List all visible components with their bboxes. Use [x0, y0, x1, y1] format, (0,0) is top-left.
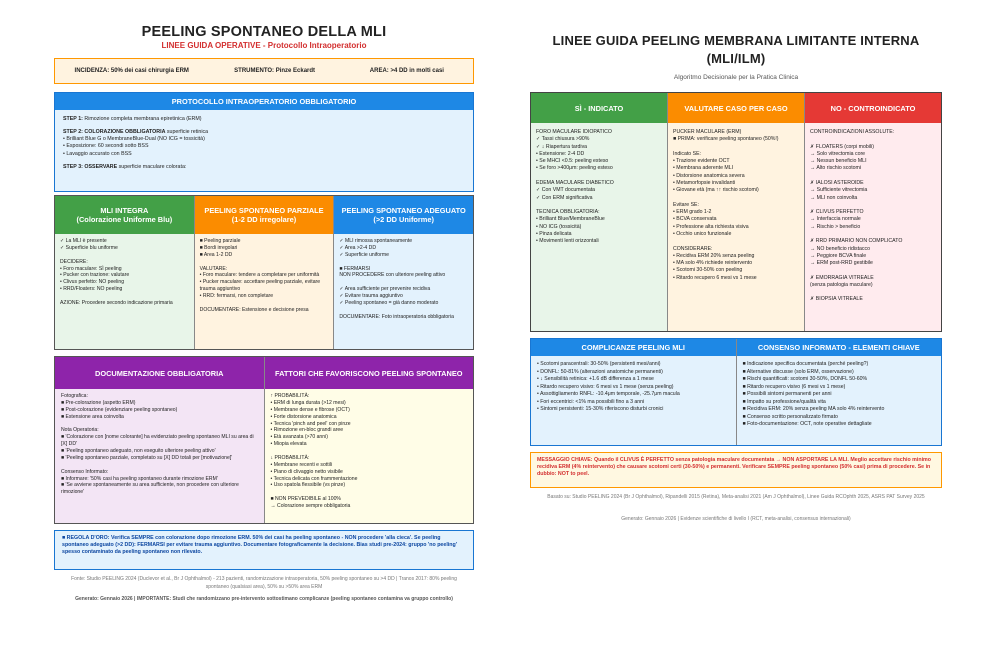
col-valutare-body: PUCKER MACULARE (ERM) ■ PRIMA: verificare peeling spontaneo (50%!) Indicato SE: • Trazione evidente OCT • Membrana aderente MLI • Distorsione anatomica severa • Metamorfopsie invalidanti • Giovane età (ma ↑↑ rischio scotomi) Evitare SE: • ERM grado 1-2 • BCVA conservata • Professione alta richiesta visiva • Occhio unico funzionale CONSIDERARE: • Recidiva ERM 20% senza peeling • MA solo 4% richiede reintervento • Scotomi 30-50% con peeling • Ritardo recupero 6 mesi vs 1 mese	[673, 129, 779, 281]
right-footer-generated: Generato: Gennaio 2026 | Evidenze scientifiche di livello I (RCT, meta-analisi, consensus internazionali)	[621, 516, 851, 522]
stats-bar	[54, 58, 474, 84]
consent-header: CONSENSO INFORMATO - ELEMENTI CHIAVE	[737, 339, 942, 356]
decision-columns	[54, 195, 474, 350]
col-valutare	[668, 93, 805, 331]
col-indicato-header: SÌ - INDICATO	[531, 93, 667, 123]
stat-strumento: STRUMENTO: Pinze Eckardt	[234, 67, 316, 74]
col-indicato	[531, 93, 668, 331]
complic-header: COMPLICANZE PEELING MLI	[531, 339, 736, 356]
left-title: PEELING SPONTANEO DELLA MLI	[141, 24, 387, 40]
consent-body: ■ Indicazione specifica documentata (perché peeling?) ■ Alternative discusse (solo ERM, osservazione) ■ Rischi quantificati: scotomi 30-50%, DONFL 50-60% ■ Ritardo recupero visivo (6 mesi vs 1 mese) ■ Possibili sintomi permanenti per anni ■ Impatto su professione/qualità vita ■ Recidiva ERM: 20% senza peeling MA solo 4% reintervento ■ Consenso scritto personalizzato firmato ■ Foto-documentazione: OCT, note operative dettagliate	[742, 361, 885, 428]
col-indicato-body: FORO MACULARE IDIOPATICO ✓ Tassi chiusura >90% ✓ ↓ Riapertura tardiva • Estensione: 2-4 DD • Se MHCI <0.5: peeling esteso • Se foro >400μm: peeling esteso EDEMA MACULARE DIABETICO ✓ Con VMT documentata ✓ Con ERM significativa TECNICA OBBLIGATORIA: • Brilliant Blue/MembraneBlue • NO ICG (tossicità) • Pinza delicata • Movimenti lenti orizzontali	[536, 129, 614, 245]
left-footer-sources: Fonte: Studio PEELING 2024 (Duclevor et al., Br J Ophthalmol) - 213 pazienti, randomizzazione intraoperatoria, 50% peeling spontaneo su >4 DD | Tranos 2017: 80% peeling spontaneo (qualsiasi area), 50% su >50% area ERM	[71, 576, 457, 590]
factors-header: FATTORI CHE FAVORISCONO PEELING SPONTANEO	[265, 357, 474, 389]
col-adeguato	[334, 196, 473, 349]
col-controindicato-header: NO - CONTROINDICATO	[805, 93, 941, 123]
left-subtitle: LINEE GUIDA OPERATIVE - Protocollo Intraoperatorio	[161, 41, 367, 50]
col-parziale-header: PEELING SPONTANEO PARZIALE (1-2 DD irregolare)	[195, 196, 334, 234]
step3: STEP 3: OSSERVARE superficie maculare colorata:	[63, 163, 187, 170]
step2-items: • Brilliant Blue G o MembraneBlue-Dual (NO ICG = tossicità) • Esposizione: 60 secondi sotto BSS • Lavaggio accurato con BSS	[63, 136, 205, 157]
complic-body: • Scotomi paracentrali: 30-50% (persistenti mesi/anni) • DONFL: 50-81% (alterazioni anatomiche permanenti) • ↓ Sensibilità retinica: +1.6 dB differenza a 1 mese • Ritardo recupero visivo: 6 mesi vs 1 mese (senza peeling) • Assottigliamento RNFL: -10.4μm temporale, -25.7μm macula • Fori eccentrici: <1% ma possibili fino a 3 anni • Sintomi persistenti: 15-30% riferiscono disturbi cronici	[537, 361, 680, 413]
right-footer-sources: Basato su: Studio PEELING 2024 (Br J Ophthalmol), Ripandelli 2015 (Retina), Meta-analisi 2021 (Am J Ophthalmol), Linee Guida RCOphth 2025, ASRS PAT Survey 2025	[547, 494, 925, 500]
step1: STEP 1: Rimozione completa membrana epiretinica (ERM)	[63, 116, 202, 122]
col-parziale-body: ■ Peeling parziale ■ Bordi irregolari ■ Area 1-2 DD VALUTARE: • Foro maculare: tendere a completare per uniformità • Pucker maculare: accettare peeling parziale, evitare trauma aggiuntivo • RRD: fermarsi, non completare DOCUMENTARE: Estensione e decisione presa	[199, 238, 321, 313]
doc-box	[55, 357, 265, 523]
decision-table	[530, 92, 942, 332]
col-controindicato-body: CONTROINDICAZIONI ASSOLUTE: ✗ FLOATERS (corpi mobili) → Solo vitrectomia core → Nessun beneficio MLI → Alto rischio scotomi ✗ IALOSI ASTEROIDE → Sufficiente vitrectomia → MLI non coinvolta ✗ CLIVUS PERFETTO → Interfaccia normale → Rischio > beneficio ✗ RRD PRIMARIO NON COMPLICATO → NO beneficio ridistacco → Peggiore BCVA finale → ERM post-RRD gestibile ✗ EMORRAGIA VITREALE (senza patologia maculare) ✗ BIOPSIA VITREALE	[810, 129, 903, 303]
consent-box	[737, 339, 942, 445]
stat-incidenza: INCIDENZA: 50% dei casi chirurgia ERM	[74, 67, 189, 74]
col-controindicato	[805, 93, 941, 331]
doc-body: Fotografica: ■ Pre-colorazione (aspetto ERM) ■ Post-colorazione (evidenziare peeling spontaneo) ■ Estensione area coinvolta Nota Operatoria: ■ 'Colorazione con [nome colorante] ha evidenziato peeling spontaneo MLI su area di [X] DD' ■ 'Peeling spontaneo adeguato, non eseguito ulteriore peeling attivo' ■ 'Peeling spontaneo parziale, completato su [X] DD totali per [motivazione]' Consenso Informato: ■ Informare: '50% casi ha peeling spontaneo durante rimozione ERM' ■ 'Se avviene spontaneamente su area sufficiente, non procedere con ulteriore rimozione'	[61, 393, 254, 496]
left-document	[44, 18, 484, 648]
protocol-header: PROTOCOLLO INTRAOPERATORIO OBBLIGATORIO	[55, 93, 473, 110]
right-subtitle: Algoritmo Decisionale per la Pratica Clinica	[673, 74, 799, 82]
complic-box	[531, 339, 737, 445]
col-mli-integra-header: MLI INTEGRA (Colorazione Uniforme Blu)	[55, 196, 194, 234]
col-mli-integra-body: ✓ La MLI è presente ✓ Superficie blu uniforme DECIDERE: • Foro maculare: SÌ peeling • Pucker con trazione: valutare • Clivus perfetto: NO peeling • RRD/Floaters: NO peeling AZIONE: Procedere secondo indicazione primaria	[60, 238, 173, 306]
col-mli-integra	[55, 196, 195, 349]
col-valutare-header: VALUTARE CASO PER CASO	[668, 93, 804, 123]
complic-consent	[530, 338, 942, 446]
factors-body: ↑ PROBABILITÀ: • ERM di lunga durata (>12 mesi) • Membrane dense e fibrose (OCT) • Forte distorsione anatomica • Tecnica 'pinch and peel' con pinze • Rimozione en-bloc grandi aree • Età avanzata (>70 anni) • Miopia elevata ↓ PROBABILITÀ: • Membrane recenti e sottili • Piano di clivaggio netto visibile • Tecnica delicata con frammentazione • Uso spatola flessibile (vs pinze) ■ NON PREVEDIBILE al 100% → Colorazione sempre obbligatoria	[270, 393, 358, 509]
key-message: MESSAGGIO CHIAVE: Quando il CLIVUS È PERFETTO senza patologia maculare documentata → NON ASPORTARE LA MLI. Meglio accettare rischio minimo recidiva ERM (4% reintervento) che causare scotomi certi (30-50%) e permanenti. Verificare SEMPRE peeling spontaneo (50% casi) prima di procedere. Se in dubbio: NOT to peel.	[530, 452, 942, 488]
col-parziale	[195, 196, 335, 349]
doc-header: DOCUMENTAZIONE OBBLIGATORIA	[55, 357, 264, 389]
step2: STEP 2: COLORAZIONE OBBLIGATORIA superficie retinica	[63, 129, 209, 136]
golden-rule: ■ REGOLA D'ORO: Verifica SEMPRE con colorazione dopo rimozione ERM. 50% dei casi ha peeling spontaneo - NON procedere 'alla cieca'. Se peeling spontaneo adeguato (>2 DD): FERMARSI per evitare trauma aggiuntivo. Documentare fotograficamente la decisione. Bias studi pre-2024: gruppo 'no peeling' spesso contaminato da peeling spontaneo non rilevato.	[54, 530, 474, 570]
col-adeguato-header: PEELING SPONTANEO ADEGUATO (>2 DD Uniforme)	[334, 196, 473, 234]
left-footer-generated: Generato: Gennaio 2026 | IMPORTANTE: Studi che randomizzano pre-intervento sottostimano complicanze (peeling spontaneo contamina va gruppo controllo)	[75, 596, 453, 602]
right-document	[530, 26, 942, 626]
doc-factors	[54, 356, 474, 524]
protocol-box	[54, 92, 474, 192]
right-title: LINEE GUIDA PEELING MEMBRANA LIMITANTE INTERNA (MLI/ILM)	[552, 33, 920, 67]
factors-box	[265, 357, 474, 523]
stat-area: AREA: >4 DD in molti casi	[369, 67, 444, 74]
col-adeguato-body: ✓ MLI rimossa spontaneamente ✓ Area >2-4 DD ✓ Superficie uniforme ■ FERMARSI NON PROCEDERE con ulteriore peeling attivo ✓ Area sufficiente per prevenire recidiva ✓ Evitare trauma aggiuntivo ✓ Peeling spontaneo = già danno moderato DOCUMENTARE: Foto intraoperatoria obbligatoria	[339, 238, 454, 320]
